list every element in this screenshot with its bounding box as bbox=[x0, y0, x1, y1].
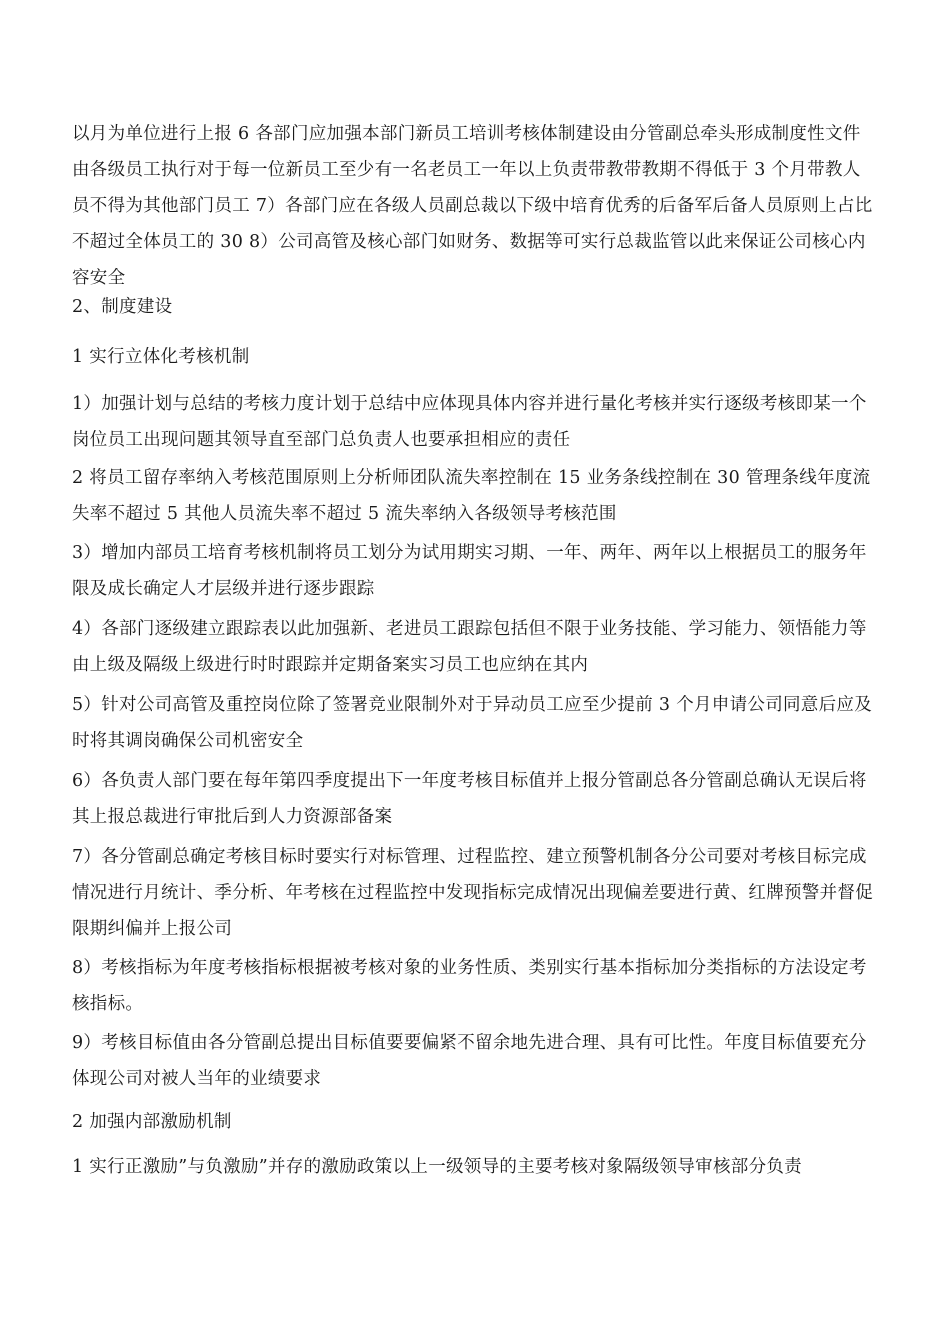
paragraph-item-9: 9）考核目标值由各分管副总提出目标值要要偏紧不留余地先进合理、具有可比性。年度目标值要充分体现公司对被人当年的业绩要求 bbox=[72, 1033, 867, 1089]
paragraph-item-5: 5）针对公司高管及重控岗位除了签署竞业限制外对于异动员工应至少提前 3 个月申请公司同意后应及时将其调岗确保公司机密安全 bbox=[72, 695, 872, 751]
subsection-heading-assessment: 1 实行立体化考核机制 bbox=[72, 347, 250, 367]
paragraph-item-3: 3）增加内部员工培育考核机制将员工划分为试用期实习期、一年、两年、两年以上根据员工的服务年限及成长确定人才层级并进行逐步跟踪 bbox=[72, 543, 867, 599]
paragraph-item-7: 7）各分管副总确定考核目标时要实行对标管理、过程监控、建立预警机制各分公司要对考核目标完成情况进行月统计、季分析、年考核在过程监控中发现指标完成情况出现偏差要进行黄、红牌预警并督促限期纠偏并上报公司 bbox=[72, 847, 873, 939]
subsection-heading-incentive: 2 加强内部激励机制 bbox=[72, 1112, 232, 1132]
section-heading-system-building: 2、制度建设 bbox=[72, 297, 173, 317]
paragraph-item-8: 8）考核指标为年度考核指标根据被考核对象的业务性质、类别实行基本指标加分类指标的方法设定考核指标。 bbox=[72, 958, 867, 1014]
paragraph-item-4: 4）各部门逐级建立跟踪表以此加强新、老进员工跟踪包括但不限于业务技能、学习能力、领悟能力等由上级及隔级上级进行时时跟踪并定期备案实习员工也应纳在其内 bbox=[72, 619, 867, 675]
paragraph-incentive-item-1: 1 实行正激励”与负激励”并存的激励政策以上一级领导的主要考核对象隔级领导审核部分负责 bbox=[72, 1157, 802, 1177]
paragraph-report-and-training: 以月为单位进行上报 6 各部门应加强本部门新员工培训考核体制建设由分管副总牵头形成制度性文件由各级员工执行对于每一位新员工至少有一名老员工一年以上负责带教带教期不得低于 3 个月带教人员不得为其他部门员工 7）各部门应在各级人员副总裁以下级中培育优秀的后备军后备人员原则上占比不超过全体员工的 30 8）公司高管及核心部门如财务、数据等可实行总裁监管以此来保证公司核心内容安全 bbox=[72, 124, 873, 288]
paragraph-item-2: 2 将员工留存率纳入考核范围原则上分析师团队流失率控制在 15 业务条线控制在 30 管理条线年度流失率不超过 5 其他人员流失率不超过 5 流失率纳入各级领导考核范围 bbox=[72, 468, 871, 524]
paragraph-item-6: 6）各负责人部门要在每年第四季度提出下一年度考核目标值并上报分管副总各分管副总确认无误后将其上报总裁进行审批后到人力资源部备案 bbox=[72, 771, 867, 827]
paragraph-item-1: 1）加强计划与总结的考核力度计划于总结中应体现具体内容并进行量化考核并实行逐级考核即某一个岗位员工出现问题其领导直至部门总负责人也要承担相应的责任 bbox=[72, 394, 867, 450]
